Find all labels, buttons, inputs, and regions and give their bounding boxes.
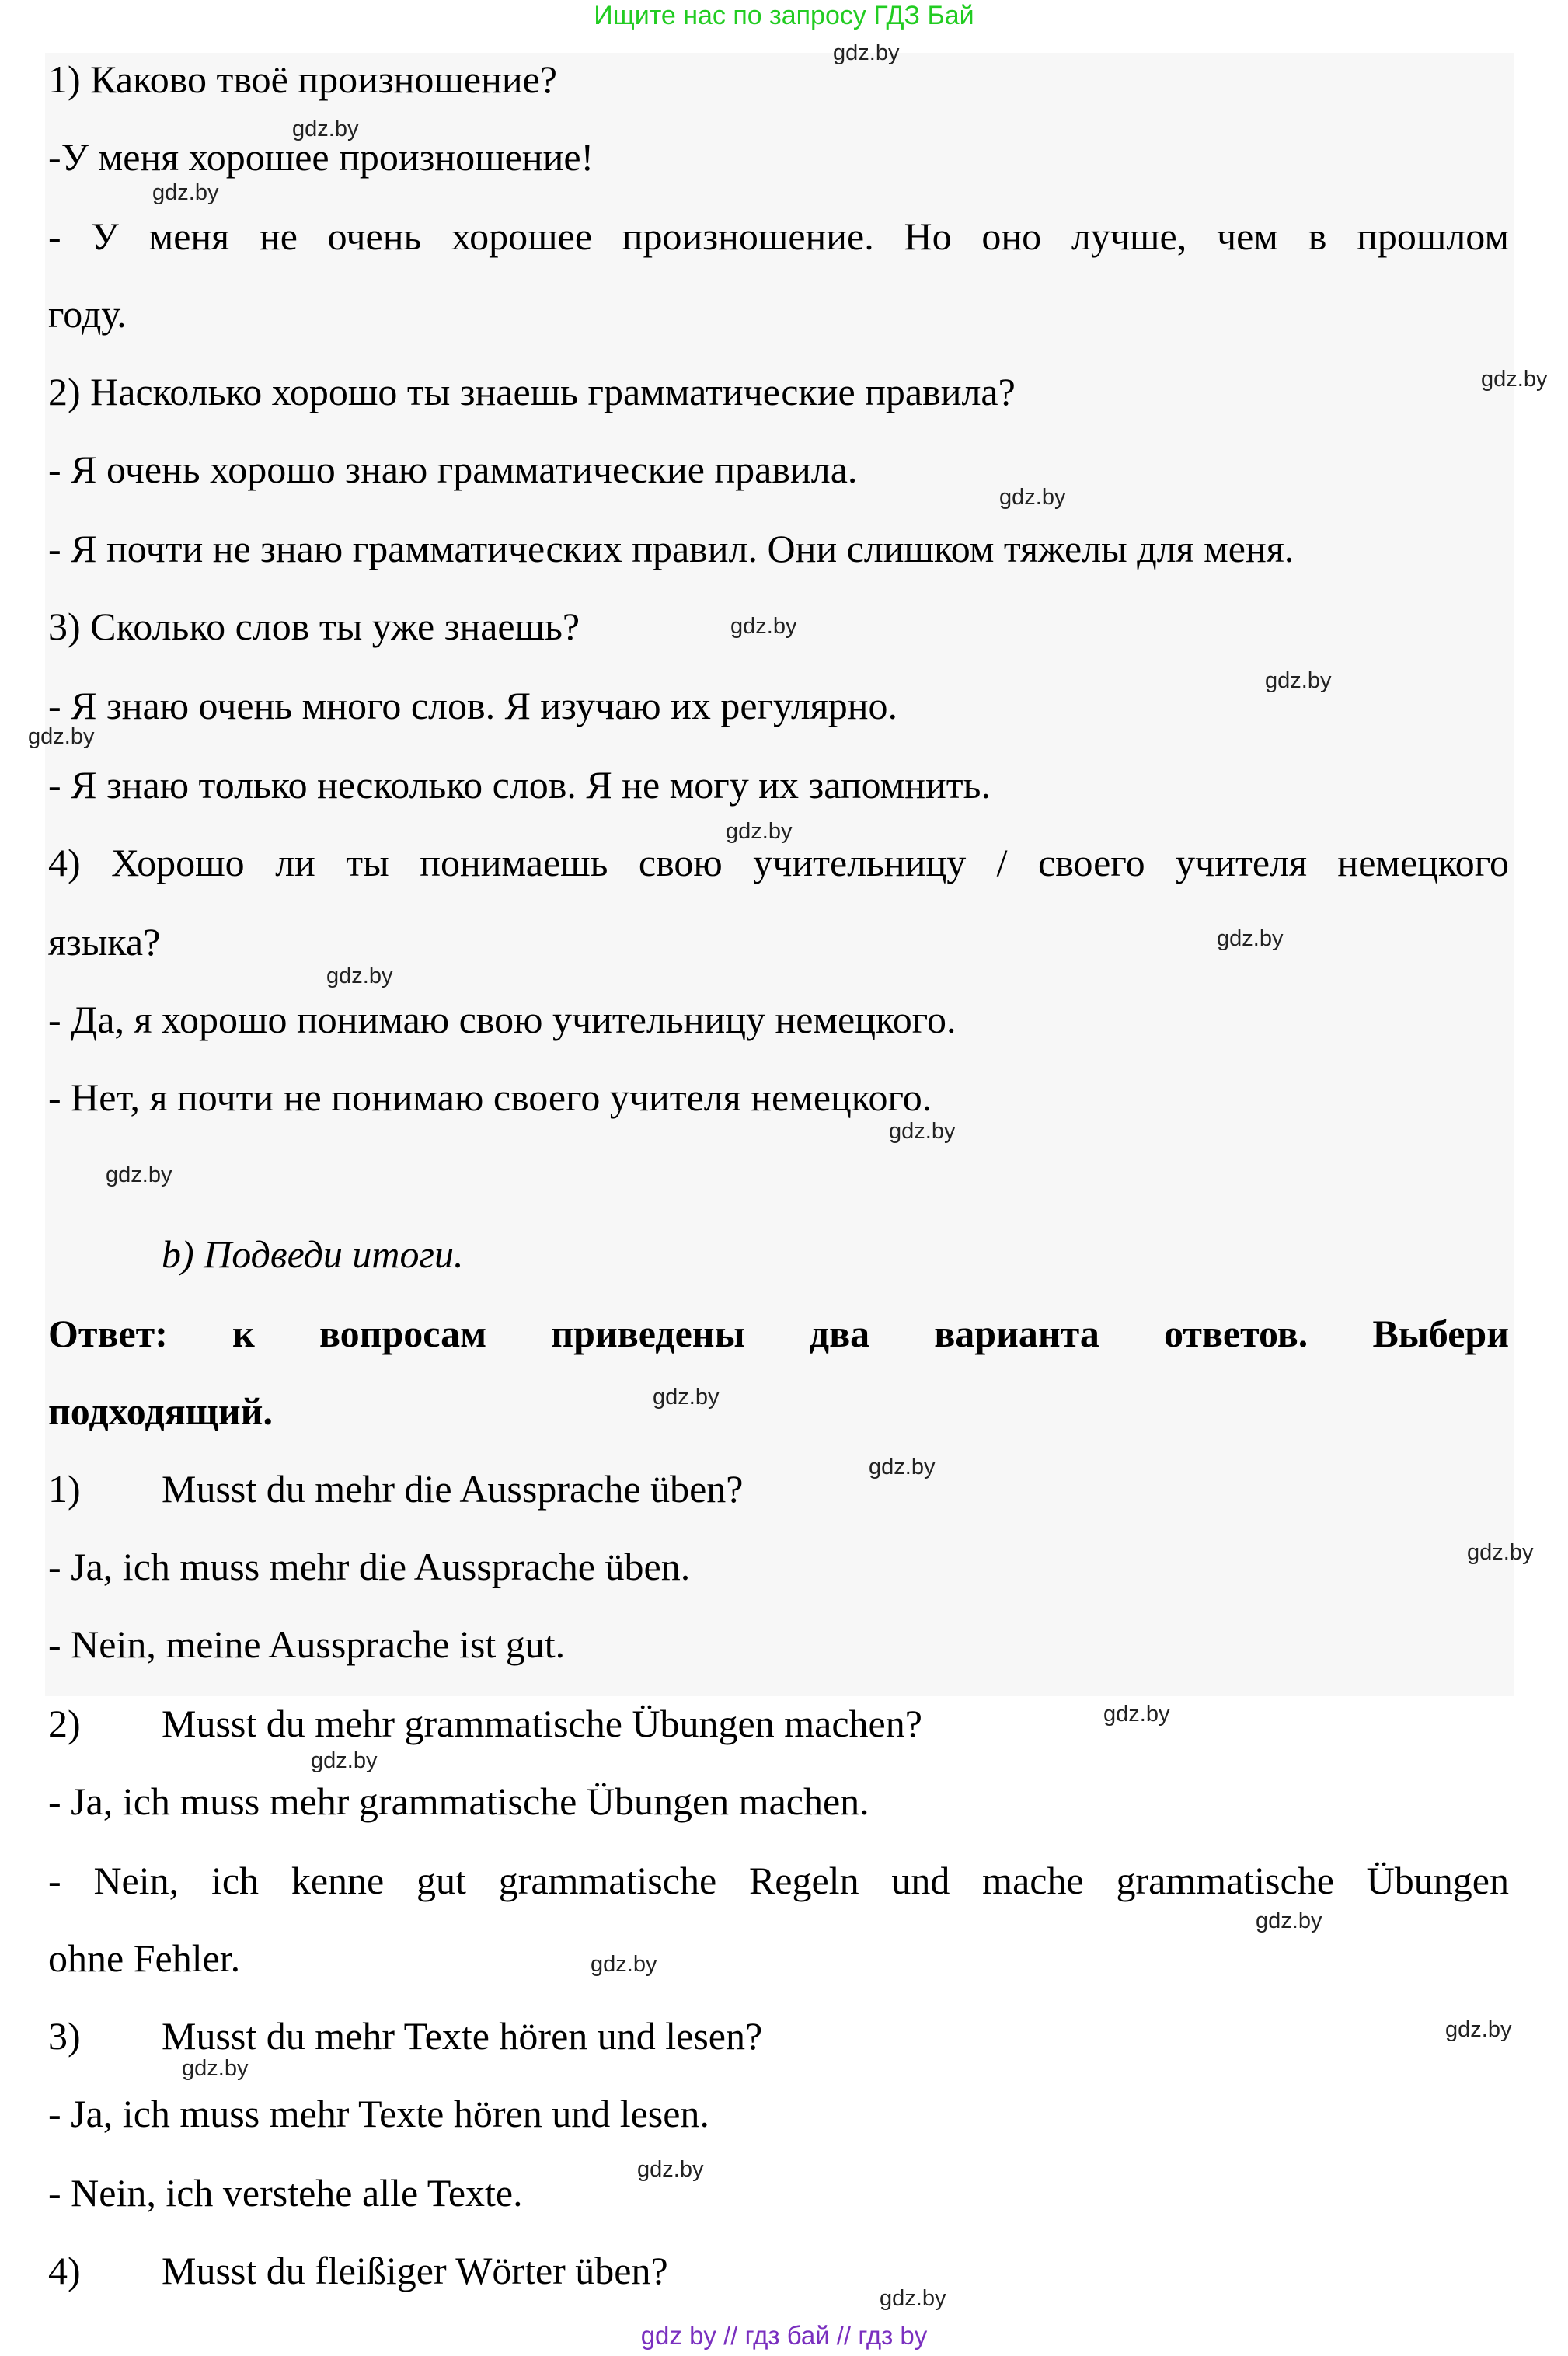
watermark: gdz.by [326,964,393,988]
de-answer-2b-line1: - Nein, ich kenne gut grammatische Regeln und mache grammatische Übungen [48,1859,1509,1902]
watermark: gdz.by [1256,1908,1322,1933]
ru-question-1: 1) Каково твоё произношение? [48,58,557,101]
de-question-3-number: 3) [48,2014,81,2058]
ru-answer-3a: - Я знаю очень много слов. Я изучаю их регулярно. [48,684,898,727]
watermark: gdz.by [28,724,95,749]
answer-line-1: Ответ: к вопросам приведены два варианта ответов. Выбери [48,1312,1509,1355]
watermark: gdz.by [152,180,219,205]
ru-question-4-line1: 4) Хорошо ли ты понимаешь свою учительницу / своего учителя немецкого [48,841,1509,884]
watermark: gdz.by [1467,1540,1534,1565]
watermark: gdz.by [869,1455,936,1479]
ru-question-3: 3) Сколько слов ты уже знаешь? [48,605,580,648]
answer-line-2: подходящий. [48,1389,273,1433]
ru-answer-2b: - Я почти не знаю грамматических правил. Они слишком тяжелы для меня. [48,527,1294,570]
de-question-4-text: Musst du fleißiger Wörter üben? [162,2249,668,2292]
watermark: gdz.by [1103,1702,1170,1727]
top-banner[interactable]: Ищите нас по запросу ГДЗ Бай [594,1,974,30]
de-question-4-number: 4) [48,2249,81,2292]
ru-question-4-line2: языка? [48,920,161,964]
watermark: gdz.by [182,2056,249,2081]
watermark: gdz.by [1217,926,1284,951]
ru-question-2: 2) Насколько хорошо ты знаешь грамматические правила? [48,370,1016,413]
de-question-2 [48,1702,922,1745]
de-question-1 [48,1467,743,1511]
de-question-2-number: 2) [48,1702,81,1745]
de-answer-1b: - Nein, meine Aussprache ist gut. [48,1622,566,1666]
de-question-1-text: Musst du mehr die Aussprache üben? [162,1467,744,1511]
de-question-1-number: 1) [48,1467,81,1511]
watermark: gdz.by [106,1162,172,1187]
de-question-3-text: Musst du mehr Texte hören und lesen? [162,2014,763,2058]
task-b-heading: b) Подведи итоги. [162,1232,464,1276]
watermark: gdz.by [880,2286,946,2311]
watermark: gdz.by [653,1385,720,1410]
watermark: gdz.by [292,117,359,141]
de-question-4 [48,2249,668,2292]
ru-answer-4a: - Да, я хорошо понимаю свою учительницу немецкого. [48,998,956,1041]
de-answer-2a: - Ja, ich muss mehr grammatische Übungen machen. [48,1779,869,1823]
watermark: gdz.by [1445,2017,1512,2042]
ru-answer-2a: - Я очень хорошо знаю грамматические правила. [48,448,858,491]
watermark: gdz.by [730,614,797,639]
de-answer-3a: - Ja, ich muss mehr Texte hören und lesen. [48,2092,709,2135]
de-question-2-text: Musst du mehr grammatische Übungen machen? [162,1702,922,1745]
watermark: gdz.by [726,819,793,844]
watermark: gdz.by [311,1748,378,1773]
footer-links[interactable]: gdz by // гдз бай // гдз by [640,2321,928,2350]
de-answer-2b-line2: ohne Fehler. [48,1936,241,1980]
de-answer-1a: - Ja, ich muss mehr die Aussprache üben. [48,1545,691,1588]
ru-answer-1a: -У меня хорошее произношение! [48,135,594,179]
watermark: gdz.by [833,40,900,65]
de-answer-3b: - Nein, ich verstehe alle Texte. [48,2171,523,2215]
ru-answer-4b: - Нет, я почти не понимаю своего учителя немецкого. [48,1075,932,1119]
ru-answer-1b-line1: - У меня не очень хорошее произношение. Но оно лучше, чем в прошлом [48,214,1509,258]
watermark: gdz.by [1265,668,1332,693]
de-question-3 [48,2014,762,2058]
watermark: gdz.by [1481,367,1548,392]
watermark: gdz.by [889,1119,956,1144]
ru-answer-3b: - Я знаю только несколько слов. Я не могу их запомнить. [48,763,991,807]
watermark: gdz.by [591,1952,657,1977]
watermark: gdz.by [999,485,1066,510]
watermark: gdz.by [637,2157,704,2182]
ru-answer-1b-line2: году. [48,292,127,336]
